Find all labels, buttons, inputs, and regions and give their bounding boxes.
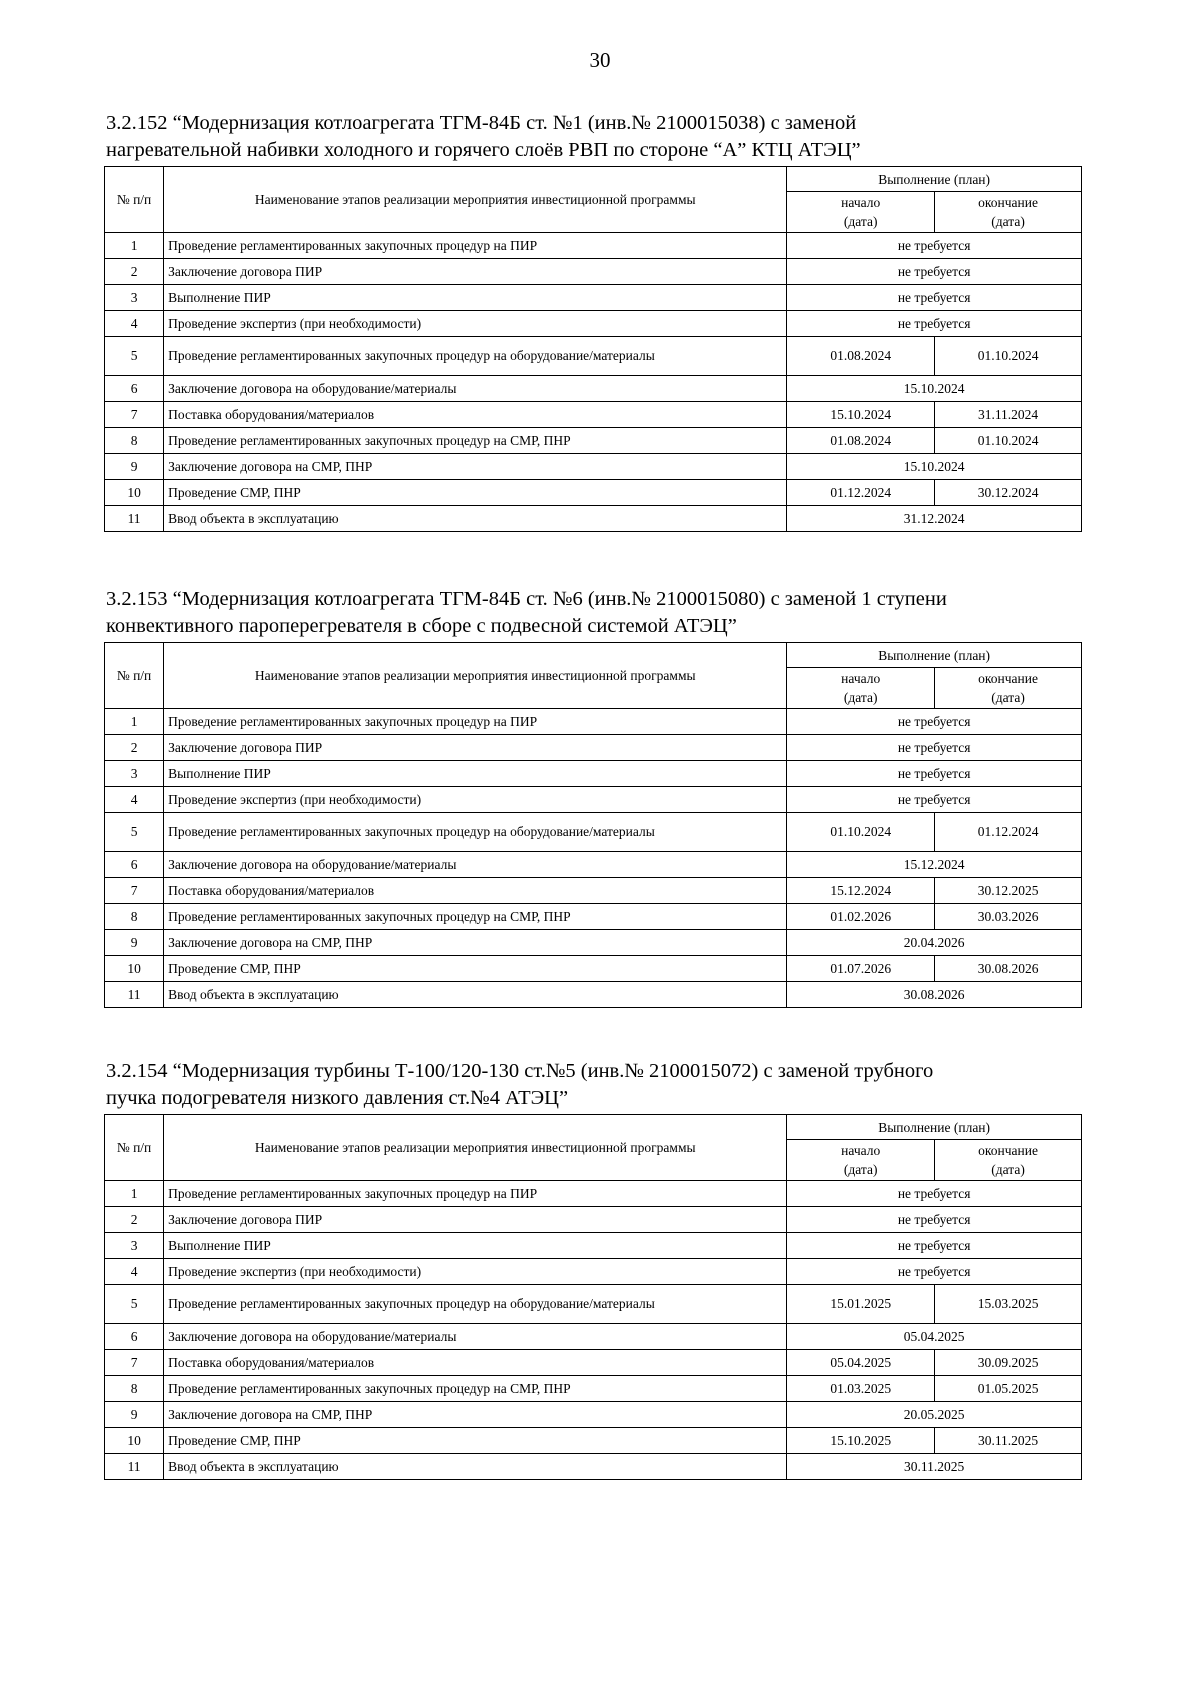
table-row (105, 506, 1082, 532)
row-number: 6 (105, 1324, 164, 1350)
header-num: № п/п (105, 167, 164, 233)
row-number: 6 (105, 376, 164, 402)
row-number: 3 (105, 1233, 164, 1259)
row-number: 4 (105, 311, 164, 337)
end-date: 31.11.2024 (935, 402, 1082, 428)
table-row (105, 311, 1082, 337)
stage-name: Проведение регламентированных закупочных процедур на СМР, ПНР (164, 1376, 787, 1402)
table-row (105, 259, 1082, 285)
start-date: 01.03.2025 (787, 1376, 935, 1402)
table-row (105, 930, 1082, 956)
row-number: 11 (105, 1454, 164, 1480)
stage-name: Заключение договора на СМР, ПНР (164, 454, 787, 480)
start-date: 01.08.2024 (787, 428, 935, 454)
stage-date: не требуется (787, 787, 1082, 813)
plan-table (104, 642, 1082, 1008)
start-date: 05.04.2025 (787, 1350, 935, 1376)
table-row (105, 813, 1082, 852)
header-name: Наименование этапов реализации мероприятия инвестиционной программы (164, 643, 787, 709)
table-row (105, 1350, 1082, 1376)
row-number: 10 (105, 480, 164, 506)
table-row (105, 1207, 1082, 1233)
table-row (105, 709, 1082, 735)
stage-date: 30.11.2025 (787, 1454, 1082, 1480)
table-body (105, 233, 1082, 532)
stage-date: 15.10.2024 (787, 454, 1082, 480)
table-body (105, 1181, 1082, 1480)
table-row (105, 852, 1082, 878)
stage-date: не требуется (787, 311, 1082, 337)
header-end: окончание (дата) (935, 192, 1082, 233)
start-date: 01.02.2026 (787, 904, 935, 930)
row-number: 2 (105, 735, 164, 761)
table-row (105, 761, 1082, 787)
table-row (105, 982, 1082, 1008)
table-row (105, 337, 1082, 376)
row-number: 7 (105, 1350, 164, 1376)
table-row (105, 956, 1082, 982)
table-row (105, 428, 1082, 454)
table-row (105, 878, 1082, 904)
stage-date: 05.04.2025 (787, 1324, 1082, 1350)
table-row (105, 1285, 1082, 1324)
row-number: 10 (105, 956, 164, 982)
header-start: начало (дата) (787, 1140, 935, 1181)
end-date: 30.12.2025 (935, 878, 1082, 904)
row-number: 2 (105, 1207, 164, 1233)
row-number: 2 (105, 259, 164, 285)
stage-date: 20.05.2025 (787, 1402, 1082, 1428)
table-row (105, 787, 1082, 813)
stage-date: не требуется (787, 233, 1082, 259)
start-date: 01.07.2026 (787, 956, 935, 982)
stage-name: Заключение договора на оборудование/материалы (164, 376, 787, 402)
stage-date: 30.08.2026 (787, 982, 1082, 1008)
stage-name: Поставка оборудования/материалов (164, 1350, 787, 1376)
page-number: 30 (589, 48, 611, 72)
header-name: Наименование этапов реализации мероприятия инвестиционной программы (164, 167, 787, 233)
header-start: начало (дата) (787, 668, 935, 709)
table-row (105, 1259, 1082, 1285)
table-row (105, 1324, 1082, 1350)
header-num: № п/п (105, 643, 164, 709)
header-end: окончание (дата) (935, 668, 1082, 709)
stage-name: Проведение СМР, ПНР (164, 1428, 787, 1454)
row-number: 5 (105, 813, 164, 852)
row-number: 3 (105, 285, 164, 311)
row-number: 4 (105, 787, 164, 813)
stage-name: Заключение договора ПИР (164, 1207, 787, 1233)
table-row (105, 1181, 1082, 1207)
end-date: 30.11.2025 (935, 1428, 1082, 1454)
table-row (105, 233, 1082, 259)
stage-name: Проведение экспертиз (при необходимости) (164, 311, 787, 337)
row-number: 11 (105, 982, 164, 1008)
end-date: 30.12.2024 (935, 480, 1082, 506)
stage-name: Выполнение ПИР (164, 1233, 787, 1259)
header-end: окончание (дата) (935, 1140, 1082, 1181)
table-row (105, 1454, 1082, 1480)
section-title: 3.2.154 “Модернизация турбины Т-100/120-130 ст.№5 (инв.№ 2100015072) с заменой трубного пучка подогревателя низкого давления ст.№4 АТЭЦ” (106, 1060, 934, 1109)
table-row (105, 402, 1082, 428)
row-number: 9 (105, 1402, 164, 1428)
stage-date: 31.12.2024 (787, 506, 1082, 532)
stage-name: Проведение регламентированных закупочных процедур на оборудование/материалы (164, 813, 787, 852)
stage-name: Ввод объекта в эксплуатацию (164, 506, 787, 532)
stage-name: Проведение регламентированных закупочных процедур на СМР, ПНР (164, 904, 787, 930)
section-3-2-153 (104, 586, 1080, 1008)
row-number: 4 (105, 1259, 164, 1285)
stage-date: не требуется (787, 1233, 1082, 1259)
stage-name: Проведение регламентированных закупочных процедур на ПИР (164, 709, 787, 735)
header-exec: Выполнение (план) (787, 643, 1082, 668)
stage-date: 15.12.2024 (787, 852, 1082, 878)
header-num: № п/п (105, 1115, 164, 1181)
stage-name: Поставка оборудования/материалов (164, 878, 787, 904)
stage-name: Заключение договора на СМР, ПНР (164, 930, 787, 956)
row-number: 5 (105, 337, 164, 376)
stage-name: Заключение договора ПИР (164, 735, 787, 761)
table-row (105, 454, 1082, 480)
stage-name: Заключение договора ПИР (164, 259, 787, 285)
section-3-2-154 (104, 1058, 1080, 1480)
row-number: 9 (105, 930, 164, 956)
stage-name: Ввод объекта в эксплуатацию (164, 982, 787, 1008)
stage-date: 20.04.2026 (787, 930, 1082, 956)
stage-name: Ввод объекта в эксплуатацию (164, 1454, 787, 1480)
stage-name: Проведение СМР, ПНР (164, 956, 787, 982)
table-body (105, 709, 1082, 1008)
stage-name: Выполнение ПИР (164, 761, 787, 787)
start-date: 01.10.2024 (787, 813, 935, 852)
end-date: 30.03.2026 (935, 904, 1082, 930)
header-exec: Выполнение (план) (787, 167, 1082, 192)
end-date: 15.03.2025 (935, 1285, 1082, 1324)
end-date: 01.10.2024 (935, 428, 1082, 454)
table-row (105, 285, 1082, 311)
table-row (105, 735, 1082, 761)
stage-name: Проведение СМР, ПНР (164, 480, 787, 506)
start-date: 01.12.2024 (787, 480, 935, 506)
stage-date: не требуется (787, 259, 1082, 285)
stage-name: Заключение договора на оборудование/материалы (164, 1324, 787, 1350)
row-number: 5 (105, 1285, 164, 1324)
stage-name: Проведение экспертиз (при необходимости) (164, 787, 787, 813)
end-date: 30.08.2026 (935, 956, 1082, 982)
stage-name: Поставка оборудования/материалов (164, 402, 787, 428)
row-number: 8 (105, 904, 164, 930)
row-number: 1 (105, 1181, 164, 1207)
header-start: начало (дата) (787, 192, 935, 233)
stage-date: не требуется (787, 285, 1082, 311)
table-row (105, 1233, 1082, 1259)
table-row (105, 904, 1082, 930)
end-date: 30.09.2025 (935, 1350, 1082, 1376)
start-date: 01.08.2024 (787, 337, 935, 376)
stage-date: не требуется (787, 709, 1082, 735)
table-row (105, 1376, 1082, 1402)
section-title: 3.2.153 “Модернизация котлоагрегата ТГМ-84Б ст. №6 (инв.№ 2100015080) с заменой 1 ступени конвективного пароперегревателя в сборе с подвесной системой АТЭЦ” (106, 588, 947, 637)
row-number: 8 (105, 428, 164, 454)
header-name: Наименование этапов реализации мероприятия инвестиционной программы (164, 1115, 787, 1181)
row-number: 8 (105, 1376, 164, 1402)
plan-table (104, 166, 1082, 532)
stage-name: Проведение экспертиз (при необходимости) (164, 1259, 787, 1285)
stage-date: 15.10.2024 (787, 376, 1082, 402)
stage-date: не требуется (787, 1181, 1082, 1207)
row-number: 9 (105, 454, 164, 480)
row-number: 1 (105, 709, 164, 735)
table-row (105, 376, 1082, 402)
table-row (105, 1428, 1082, 1454)
stage-name: Проведение регламентированных закупочных процедур на ПИР (164, 1181, 787, 1207)
row-number: 7 (105, 878, 164, 904)
row-number: 10 (105, 1428, 164, 1454)
start-date: 15.10.2024 (787, 402, 935, 428)
stage-date: не требуется (787, 1207, 1082, 1233)
plan-table (104, 1114, 1082, 1480)
section-title: 3.2.152 “Модернизация котлоагрегата ТГМ-84Б ст. №1 (инв.№ 2100015038) с заменой нагревательной набивки холодного и горячего слоёв РВП по стороне “А” КТЦ АТЭЦ” (106, 112, 861, 161)
end-date: 01.05.2025 (935, 1376, 1082, 1402)
stage-date: не требуется (787, 761, 1082, 787)
stage-name: Проведение регламентированных закупочных процедур на ПИР (164, 233, 787, 259)
start-date: 15.10.2025 (787, 1428, 935, 1454)
row-number: 1 (105, 233, 164, 259)
stage-name: Заключение договора на СМР, ПНР (164, 1402, 787, 1428)
start-date: 15.01.2025 (787, 1285, 935, 1324)
header-exec: Выполнение (план) (787, 1115, 1082, 1140)
stage-name: Выполнение ПИР (164, 285, 787, 311)
stage-name: Проведение регламентированных закупочных процедур на оборудование/материалы (164, 337, 787, 376)
row-number: 7 (105, 402, 164, 428)
table-row (105, 1402, 1082, 1428)
stage-date: не требуется (787, 1259, 1082, 1285)
end-date: 01.12.2024 (935, 813, 1082, 852)
row-number: 6 (105, 852, 164, 878)
row-number: 3 (105, 761, 164, 787)
row-number: 11 (105, 506, 164, 532)
stage-name: Заключение договора на оборудование/материалы (164, 852, 787, 878)
section-3-2-152 (104, 110, 1080, 532)
stage-name: Проведение регламентированных закупочных процедур на оборудование/материалы (164, 1285, 787, 1324)
stage-name: Проведение регламентированных закупочных процедур на СМР, ПНР (164, 428, 787, 454)
end-date: 01.10.2024 (935, 337, 1082, 376)
start-date: 15.12.2024 (787, 878, 935, 904)
table-row (105, 480, 1082, 506)
stage-date: не требуется (787, 735, 1082, 761)
